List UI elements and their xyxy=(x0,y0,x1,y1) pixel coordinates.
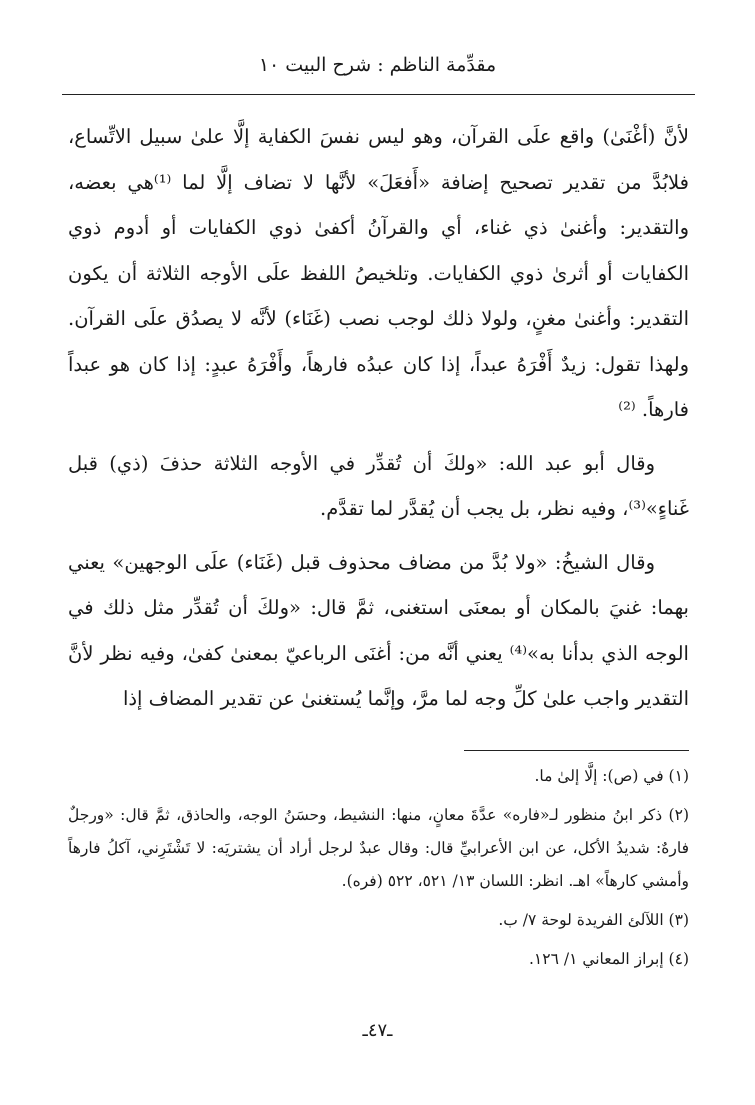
footnotes xyxy=(68,760,689,976)
footnote: (٤) إبراز المعاني ١/ ١٢٦. xyxy=(528,950,689,968)
header-divider xyxy=(62,94,695,95)
paragraph: وقال الشيخُ: «ولا بُدَّ من مضاف محذوف قبل (غَنَاء) علَى الوجهين» يعني بهما: غنيَ بالمكان أو بمعنَى استغنى، ثمَّ قال: «ولكَ أن تُقدِّر مثل ذلك في الوجه الذي بدأنا به»⁽⁴⁾ يعني أنَّه من: أغنَى الرباعيّ بمعنىٰ كفىٰ، وفيه نظر لأنَّ التقدير واجب علىٰ كلِّ وجه لما مرَّ، وإنَّما يُستغنىٰ عن تقدير المضاف إذا xyxy=(68,550,689,710)
paragraph: وقال أبو عبد الله: «ولكَ أن تُقدِّر في الأوجه الثلاثة حذفَ (ذي) قبل غَناءٍ»⁽³⁾، وفيه نظر، بل يجب أن يُقدَّر لما تقدَّم. xyxy=(68,451,689,520)
footnote-divider xyxy=(464,750,689,751)
footnote: (١) في (ص): إلَّا إلىٰ ما. xyxy=(534,767,689,785)
main-text xyxy=(68,114,689,722)
footnote: (٢) ذكر ابنُ منظور لـ«فاره» عدَّةَ معانٍ، منها: النشيط، وحسَنُ الوجه، والحاذق، ثمَّ قال: «ورجلٌ فارهٌ: شديدُ الأكل، عن ابن الأعرابيِّ قال: وقال عبدٌ لرجل أراد أن يشتريَه: لا تَشْتَرِني، آكلُ فارهاً وأمشي كارهاً» اهـ. انظر: اللسان ١٣/ ٥٢١، ٥٢٢ (فره). xyxy=(68,806,689,890)
running-header: مقدِّمة الناظم : شرح البيت ١٠ xyxy=(258,54,497,76)
paragraph: لأنَّ (أغْنَىٰ) واقع علَى القرآن، وهو ليس نفسَ الكفاية إلَّا علىٰ سبيل الاتِّساع، فلابُدَّ من تقدير تصحيح إضافة «أَفعَلَ» لأنَّها لا تضاف إلَّا لما ⁽¹⁾هي بعضه، والتقدير: وأغنىٰ ذي غناء، أي والقرآنُ أكفىٰ ذوي الكفايات أو أدوم ذوي الكفايات أو أثرىٰ ذوي الكفايات. وتلخيصُ اللفظ علَى الأوجه الثلاثة أن يكون التقدير: وأغنىٰ مغنٍ، ولولا ذلك لوجب نصب (غَنَاء) لأنَّه لا يصدُق علَى القرآن. ولهذا تقول: زيدٌ أَفْرَهُ عبداً، إذا كان عبدُه فارهاً، وأَفْرَهُ عبدٍ: إذا كان هو عبداً فارهاً. ⁽²⁾ xyxy=(68,125,689,421)
footnote: (٣) اللآلئ الفريدة لوحة ٧/ ب. xyxy=(498,911,689,929)
page-number: ـ٤٧ـ xyxy=(362,1020,393,1041)
